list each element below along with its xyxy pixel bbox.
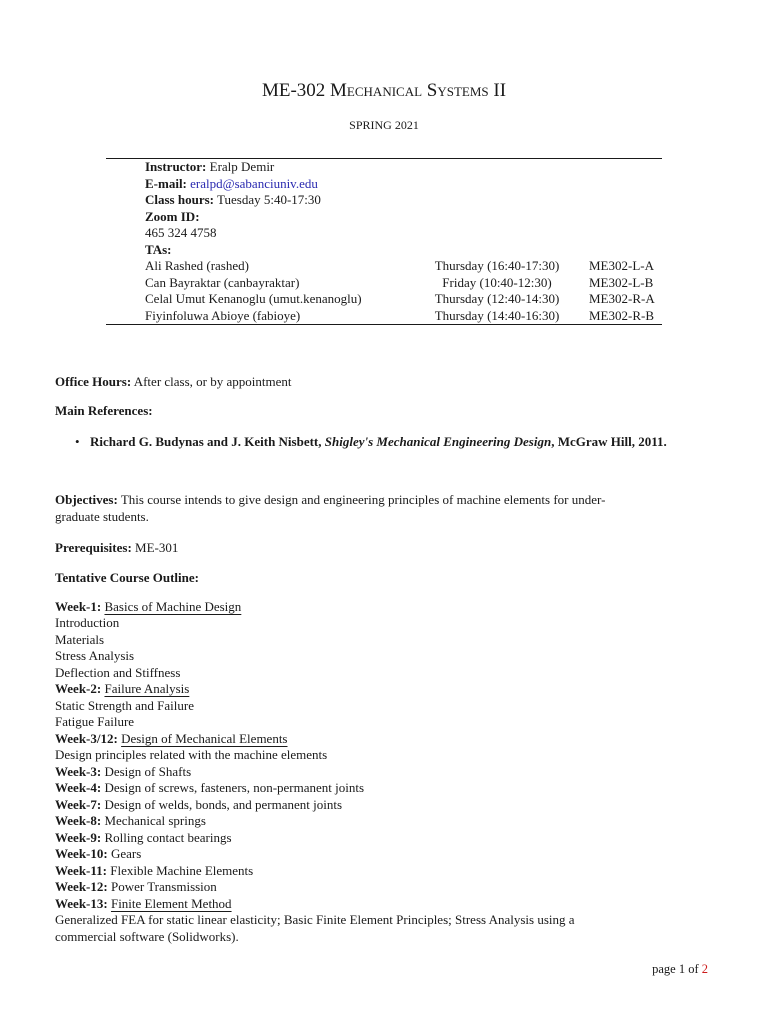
objectives (55, 492, 715, 525)
ta-row (145, 291, 665, 308)
course-code: ME-302 (261, 80, 326, 101)
ta-row (145, 275, 665, 292)
main-references-heading (55, 403, 715, 420)
objectives-label: Objectives: (55, 492, 118, 507)
page-number-prefix: page 1 of (652, 962, 699, 976)
instructor-name: Eralp Demir (209, 159, 275, 174)
ta-name: Fiyinfoluwa Abioye (fabioye) (145, 307, 301, 323)
week-label: Week-7: (55, 796, 102, 812)
instructor-label: Instructor: (145, 159, 207, 174)
week-title: Design of Mechanical Elements (121, 730, 288, 746)
prerequisites (55, 540, 715, 557)
week-label: Week-10: (55, 846, 108, 861)
week-label: Week-4: (55, 780, 102, 795)
week-topic: Design of screws, fasteners, non-permanent joints (104, 780, 365, 795)
topic-item: Materials (55, 631, 105, 647)
ta-row (145, 258, 665, 275)
ta-name: Ali Rashed (rashed) (145, 258, 249, 273)
zoom-row (145, 209, 665, 226)
week-label: Week-1: (55, 598, 102, 614)
ta-name: Celal Umut Kenanoglu (umut.kenanoglu) (145, 291, 362, 306)
prerequisites-text: ME-301 (135, 540, 179, 555)
main-references-label: Main References: (55, 403, 153, 418)
email-row (145, 176, 665, 193)
week-title: Finite Element Method (110, 895, 232, 911)
topic-item: Static Strength and Failure (55, 697, 195, 713)
ta-time: Thursday (16:40-17:30) (434, 258, 560, 273)
tas-row (145, 242, 665, 259)
week-label: Week-12: (55, 879, 108, 894)
course-name: Mechanical Systems II (330, 80, 507, 101)
ta-time: Friday (10:40-12:30) (442, 274, 552, 290)
week-label: Week-9: (55, 829, 102, 845)
topic-item: commercial software (Solidworks). (55, 928, 239, 944)
week-label: Week-11: (55, 862, 107, 878)
week-topic: Power Transmission (110, 879, 217, 894)
week-title: Failure Analysis (104, 681, 190, 696)
office-hours-label: Office Hours: (55, 374, 132, 389)
zoom-id: 465 324 4758 (145, 225, 217, 240)
topic-item: Fatigue Failure (55, 714, 135, 729)
office-hours (55, 374, 715, 391)
ta-section: ME302-R-A (589, 291, 655, 306)
week-topic: Design of welds, bonds, and permanent joints (104, 796, 343, 812)
course-outline (55, 570, 715, 945)
week-topic: Rolling contact bearings (104, 829, 232, 845)
week-topic: Mechanical springs (104, 813, 206, 828)
reference-publisher: , McGraw Hill, 2011. (551, 434, 667, 449)
ta-section: ME302-L-B (589, 274, 654, 290)
week-topic: Design of Shafts (104, 763, 192, 779)
ta-time: Thursday (14:40-16:30) (434, 307, 560, 323)
week-topic: Gears (110, 846, 142, 861)
ta-name: Can Bayraktar (canbayraktar) (145, 274, 300, 290)
week-topic: Flexible Machine Elements (110, 862, 254, 878)
reference-book: Shigley's Mechanical Engineering Design (324, 434, 552, 449)
week-label: Week-3/12: (55, 730, 118, 746)
page-number (652, 962, 708, 977)
zoom-label: Zoom ID: (145, 208, 200, 224)
bottom-rule (106, 324, 662, 325)
week-label: Week-13: (55, 895, 108, 911)
topic-item: Deflection and Stiffness (55, 664, 181, 680)
outline-label: Tentative Course Outline: (55, 570, 199, 585)
bullet-icon: • (75, 434, 80, 449)
ta-row (145, 308, 665, 325)
ta-section: ME302-R-B (589, 307, 654, 323)
week-label: Week-8: (55, 813, 102, 828)
week-label: Week-2: (55, 681, 102, 696)
page-title (0, 80, 768, 102)
topic-item: Introduction (55, 615, 120, 630)
ta-time: Thursday (12:40-14:30) (434, 291, 560, 306)
office-hours-text: After class, or by appointment (133, 374, 292, 389)
email-label: E-mail: (145, 175, 187, 191)
class-hours-row (145, 192, 665, 209)
course-info (145, 159, 665, 324)
class-hours-value: Tuesday 5:40-17:30 (217, 192, 321, 207)
objectives-line2: graduate students. (55, 508, 149, 524)
topic-item: Design principles related with the machine elements (55, 747, 328, 762)
objectives-line1: This course intends to give design and engineering principles of machine elements for under- (120, 492, 606, 507)
topic-item: Stress Analysis (55, 648, 135, 663)
class-hours-label: Class hours: (145, 192, 214, 207)
ta-section: ME302-L-A (589, 258, 654, 273)
topic-item: Generalized FEA for static linear elasticity; Basic Finite Element Principles; Stress Analysis using a (55, 912, 575, 927)
prerequisites-label: Prerequisites: (55, 540, 132, 555)
semester: SPRING 2021 (349, 118, 419, 132)
email-link[interactable]: eralpd@sabanciuniv.edu (190, 175, 318, 191)
reference-authors: Richard G. Budynas and J. Keith Nisbett, (90, 434, 322, 449)
page-total-link[interactable]: 2 (701, 962, 708, 976)
instructor-row (145, 159, 665, 176)
week-title: Basics of Machine Design (104, 598, 242, 614)
tas-label: TAs: (145, 241, 172, 257)
week-label: Week-3: (55, 763, 102, 779)
